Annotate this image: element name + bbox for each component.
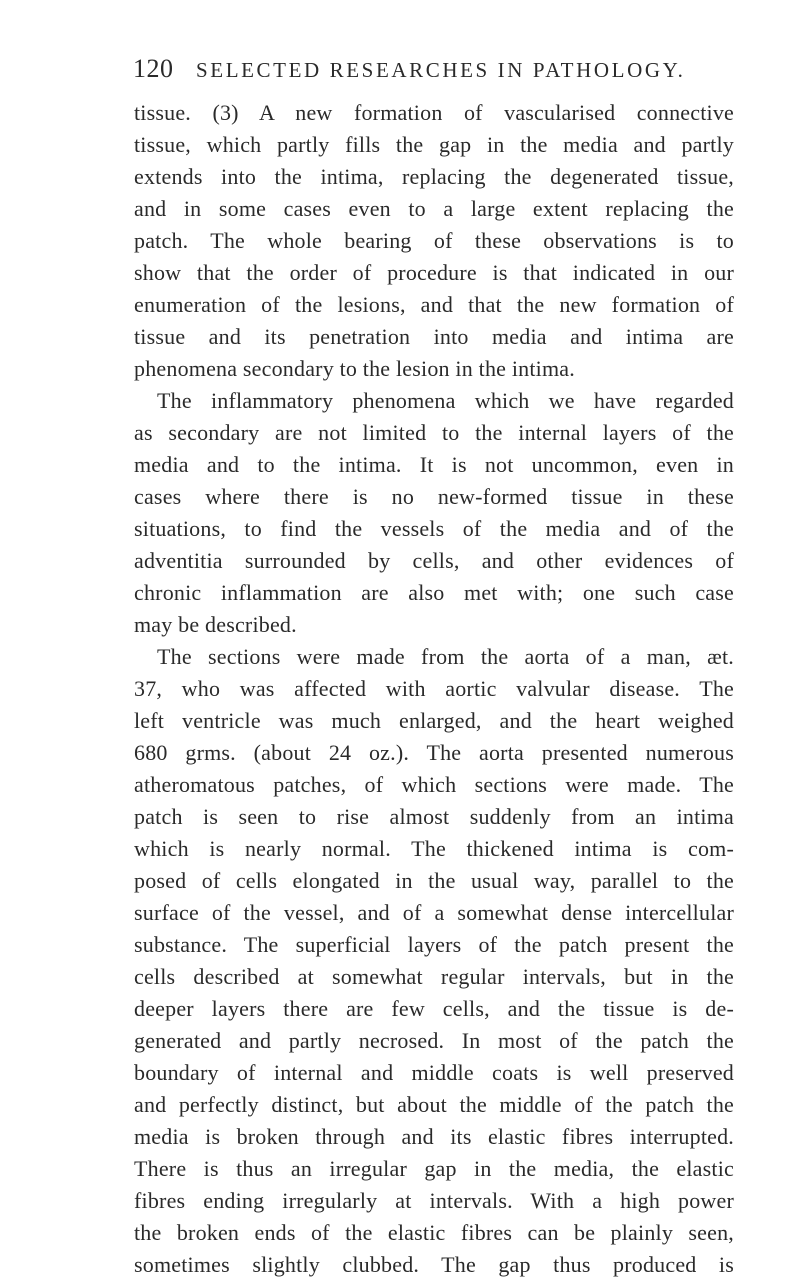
text-line: patch is seen to rise almost suddenly from an intima [134, 804, 734, 829]
text-line: cells described at somewhat regular intervals, but in the [134, 964, 734, 989]
text-line: posed of cells elongated in the usual way, parallel to the [134, 868, 734, 893]
text-line: left ventricle was much enlarged, and the heart weighed [134, 708, 734, 733]
text-line: 37, who was affected with aortic valvular disease. The [134, 676, 734, 701]
text-line: boundary of internal and middle coats is well preserved [134, 1060, 734, 1085]
text-line: tissue and its penetration into media and intima are [134, 324, 734, 349]
text-line: surface of the vessel, and of a somewhat dense intercellular [134, 900, 734, 925]
text-line: situations, to find the vessels of the media and of the [134, 516, 734, 541]
text-line: 680 grms. (about 24 oz.). The aorta presented numerous [134, 740, 734, 765]
text-line: media is broken through and its elastic fibres interrupted. [134, 1124, 734, 1149]
text-line: atheromatous patches, of which sections were made. The [134, 772, 734, 797]
text-line: extends into the intima, replacing the degenerated tissue, [134, 164, 734, 189]
text-line: fibres ending irregularly at intervals. With a high power [134, 1188, 734, 1213]
page-number: 120 [133, 54, 174, 83]
text-line: as secondary are not limited to the internal layers of the [134, 420, 734, 445]
text-line: enumeration of the lesions, and that the new formation of [134, 292, 734, 317]
paragraph-start-line: The sections were made from the aorta of a man, æt. [157, 644, 734, 669]
text-line: show that the order of procedure is that indicated in our [134, 260, 734, 285]
text-line: sometimes slightly clubbed. The gap thus produced is [134, 1252, 734, 1277]
text-line: adventitia surrounded by cells, and other evidences of [134, 548, 734, 573]
text-line: tissue. (3) A new formation of vascularised connective [134, 100, 734, 125]
text-line: There is thus an irregular gap in the media, the elastic [134, 1156, 734, 1181]
text-line: chronic inflammation are also met with; one such case [134, 580, 734, 605]
text-line: and in some cases even to a large extent replacing the [134, 196, 734, 221]
running-head: SELECTED RESEARCHES IN PATHOLOGY. [196, 58, 686, 82]
text-line: may be described. [134, 612, 297, 637]
text-line: substance. The superficial layers of the patch present the [134, 932, 734, 957]
text-line: phenomena secondary to the lesion in the intima. [134, 356, 575, 381]
text-line: patch. The whole bearing of these observations is to [134, 228, 734, 253]
text-line: generated and partly necrosed. In most of the patch the [134, 1028, 734, 1053]
text-line: tissue, which partly fills the gap in the media and partly [134, 132, 734, 157]
text-line: media and to the intima. It is not uncommon, even in [134, 452, 734, 477]
text-line: which is nearly normal. The thickened intima is com- [134, 836, 734, 861]
text-line: the broken ends of the elastic fibres can be plainly seen, [134, 1220, 734, 1245]
paragraph-start-line: The inflammatory phenomena which we have regarded [157, 388, 734, 413]
text-line: deeper layers there are few cells, and the tissue is de- [134, 996, 734, 1021]
text-line: and perfectly distinct, but about the middle of the patch the [134, 1092, 734, 1117]
text-line: cases where there is no new-formed tissue in these [134, 484, 734, 509]
